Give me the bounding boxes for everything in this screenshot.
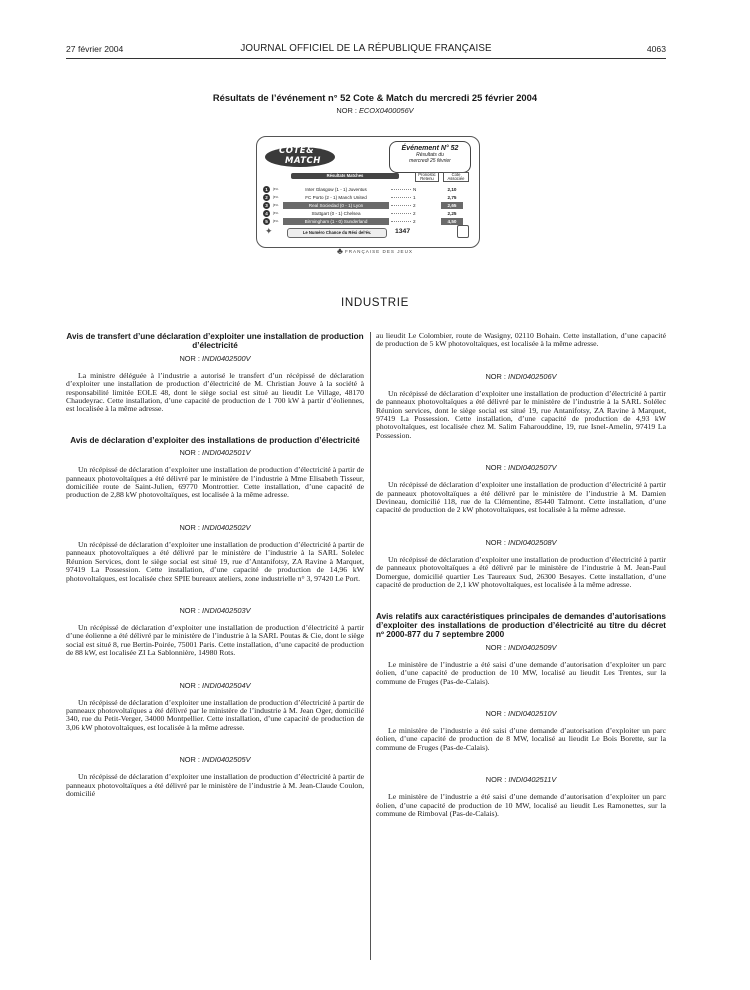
match-row [263, 186, 471, 193]
nor-line [66, 755, 364, 764]
match-teams: Inter Glasgow (1 - 1) Juventus [305, 187, 367, 192]
event-label: Événement N° 52 [401, 145, 459, 152]
fdj-brand [0, 246, 750, 256]
match-number: 5 [263, 218, 270, 225]
match-prono: 1 [413, 195, 416, 200]
match-teams: FC Porto (2 - 1) Manch United [305, 195, 367, 200]
header-journal-title: JOURNAL OFFICIEL DE LA RÉPUBLIQUE FRANÇAISE [240, 43, 492, 54]
match-cote: 2,10 [447, 187, 457, 192]
heading-autorisations: Avis relatifs aux caractéristiques principales de demandes d’autorisations d’exploiter des installations de production d’électricité au titre du décret nº 2000-877 du 7 septembre 2000 [376, 611, 666, 640]
notice-paragraph: Un récépissé de déclaration d’exploiter une installation de production d’électricité à partir d’une éolienne a été délivré par le ministère de l’industrie à la SARL Poutas & Cie, dont le siège social est situé 8, rue Bertin-Poirée, 75001 Paris. Cette installation, d’une capacité de production de 88 kW, est localisée ZI La Sablonnière, 14980 Rots. [66, 622, 364, 658]
match-cote: 4,50 [441, 218, 463, 225]
results-title: Résultats de l’événement n° 52 Cote & Match du mercredi 25 février 2004 [212, 92, 538, 103]
match-date: jeu. [273, 211, 279, 215]
nor-code: INDI0402502V [202, 522, 251, 532]
nor-label: NOR : [485, 371, 506, 381]
match-row [263, 218, 471, 225]
match-date: jeu. [273, 187, 279, 191]
nor-label: NOR : [179, 605, 200, 615]
heading-declaration: Avis de déclaration d’exploiter des installations de production d’électricité [70, 435, 360, 445]
match-prono: 2 [413, 203, 416, 208]
leader-dots [391, 221, 411, 222]
leader-dots [391, 189, 411, 190]
match-prono: 2 [413, 211, 416, 216]
match-row [263, 202, 471, 209]
nor-label: NOR : [179, 448, 200, 458]
notice-paragraph: Un récépissé de déclaration d’exploiter une installation de production d’électricité à partir de panneaux photovoltaïques a été délivré par le ministère de l’industrie à M. Jean-Paul Domergue, domicilié quartier Les Taureaux Sud, 26300 Besayes. Cette installation, d’une capacité de production de 2,1 kW photovoltaïques, est localisée à la même adresse. [376, 554, 666, 590]
nor-line [376, 463, 666, 472]
match-number: 1 [263, 186, 270, 193]
notice-paragraph: Un récépissé de déclaration d’exploiter une installation de production d’électricité à partir de panneaux photovoltaïques a été délivré par le ministère de l’industrie à M. Jean-Claude Coulon, domicilié [66, 772, 364, 798]
notice-paragraph: La ministre déléguée à l’industrie a autorisé le transfert d’un récépissé de déclaration d’exploiter une installation de production d’électricité de M. Christian Jouve à la société à responsabilité limitée EOLE 48, dont le siège social est situé au lieudit Le Village, 48170 Chaudeyrac. Cette installation, d’une capacité de production de 1 700 kW à partir d’éoliennes, est localisée à la même adresse. [66, 370, 364, 414]
chance-number-label: Le Numéro Chance du Rési del’év. [287, 228, 387, 238]
header-page-number: 4063 [646, 44, 666, 54]
match-teams: Real Sociedad (0 - 1) Lyon [283, 202, 389, 209]
nor-label: NOR : [485, 463, 506, 473]
nor-line [66, 523, 364, 532]
ticket-footer [265, 225, 471, 239]
match-number: 3 [263, 202, 270, 209]
ticket-column-headers [279, 172, 469, 181]
ticket-corner-icon: ✦ [265, 226, 273, 236]
event-sub1: Résultats du [416, 152, 444, 158]
match-teams: Birmingham (1 - 0) Sunderland [283, 218, 389, 225]
cote-match-logo [265, 143, 341, 169]
match-cote: 2,75 [447, 195, 457, 200]
notice-paragraph: Un récépissé de déclaration d’exploiter une installation de production d’électricité à partir de panneaux photovoltaïques a été délivré par le ministère de l’industrie à la SARL Solélec Réunion services, dont le siège social est situé 19, rue Antanifotsy, ZA Ravine à Marquet, 97419 La Possession. Cette installation, d’une capacité de production de 4,93 kW photovoltaïques, est localisée chez M. Salim Faharouddine, 19, rue Isnel-Amelin, 97419 La Possession. [376, 388, 666, 440]
nor-line [66, 606, 364, 615]
event-sub2: mercredi 25 février [409, 158, 451, 164]
nor-code: INDI0402501V [202, 448, 251, 458]
leader-dots [391, 213, 411, 214]
section-title: INDUSTRIE [341, 296, 409, 309]
nor-line [376, 372, 666, 381]
header-date: 27 février 2004 [66, 44, 124, 54]
notice-paragraph: Le ministère de l’industrie a été saisi d’une demande d’autorisation d’exploiter un parc éolien, d’une capacité de production de 10 MW, localisé au lieudit Les Ramonettes, sur la commune de Rimboval (Pas-de-Calais). [376, 792, 666, 818]
col-cote: Cote Associée [443, 172, 469, 182]
header-rule [66, 58, 666, 59]
notice-paragraph: Le ministère de l’industrie a été saisi d’une demande d’autorisation d’exploiter un parc éolien, d’une capacité de production de 8 MW, localisé au lieudit Le Bois Borette, sur la commune de Fruges (Pas-de-Calais). [376, 725, 666, 752]
nor-label: NOR : [485, 642, 506, 652]
nor-code: INDI0402505V [202, 755, 251, 765]
logo-line2: MATCH [285, 156, 321, 166]
nor-label: NOR : [179, 522, 200, 532]
nor-line [66, 681, 364, 690]
match-teams: Stuttgart (0 - 1) Chelsea [311, 211, 361, 216]
nor-code: INDI0402511V [508, 775, 557, 785]
logo-line1: COTE& [279, 146, 314, 156]
match-cote: 2,25 [447, 211, 457, 216]
match-number: 2 [263, 194, 270, 201]
nor-label: NOR : [336, 106, 357, 115]
leader-dots [391, 197, 411, 198]
nor-code: INDI0402506V [508, 371, 557, 381]
match-prono: N [413, 187, 417, 192]
results-nor [0, 106, 750, 115]
nor-line [376, 775, 666, 784]
notice-paragraph: Un récépissé de déclaration d’exploiter une installation de production d’électricité à partir de panneaux photovoltaïques a été délivré par le ministère de l’industrie à la SARL Solelec Réunion Services, dont le siège social est situé 19, rue d’Antanifotsy, ZA Ravine à Marquet, 97419 La Possession. Cette installation, d’une capacité de production de 14,96 kW photovoltaïques, est localisée chez SPIE bureaux ateliers, zone industrielle n° 3, 97420 Le Port. [66, 539, 364, 583]
col-prono: Pronostic Retenu [415, 172, 439, 182]
nor-label: NOR : [485, 708, 506, 718]
notice-paragraph: Un récépissé de déclaration d’exploiter une installation de production d’électricité à partir de panneaux photovoltaïques a été délivré par le ministère de l’industrie à Mme Elisabeth Tisseur, domiciliée route de Saint-Julien, 69770 Montrottier. Cette installation, d’une capacité de production de 2,88 kW photovoltaïques, est localisée à la même adresse. [66, 465, 364, 500]
clover-icon: ♣ [337, 246, 343, 256]
match-row [263, 210, 471, 217]
nor-code: ECOX0400056V [358, 106, 414, 115]
nor-code: INDI0402510V [508, 708, 557, 718]
nor-label: NOR : [179, 755, 200, 765]
nor-label: NOR : [485, 775, 507, 785]
match-cote: 2,65 [441, 202, 463, 209]
nor-label: NOR : [179, 353, 200, 363]
fdj-brand-text: FRANÇAISE DES JEUX [344, 249, 413, 254]
match-prono: 2 [413, 219, 416, 224]
nor-label: NOR : [179, 680, 200, 690]
match-row [263, 194, 471, 201]
nor-code: INDI0402508V [508, 537, 557, 547]
match-date: jeu. [273, 203, 279, 207]
match-date: jeu. [273, 219, 279, 223]
right-column [376, 332, 666, 818]
running-header [66, 44, 666, 58]
nor-label: NOR : [485, 537, 506, 547]
nor-line [66, 448, 364, 457]
nor-line [66, 354, 364, 363]
nor-code: INDI0402504V [202, 680, 251, 690]
notice-paragraph: Un récépissé de déclaration d’exploiter une installation de production d’électricité à partir de panneaux photovoltaïques a été délivré par le ministère de l’industrie à M. Damien Devineau, domicilié 118, rue de la Clémentine, 85440 Talmont. Cette installation, d’une capacité de production de 2 kW photovoltaïques, est localisée à la même adresse. [376, 480, 666, 515]
nor-code: INDI0402509V [508, 642, 557, 652]
nor-code: INDI0402500V [202, 353, 251, 363]
nor-line [376, 709, 666, 718]
heading-transfert: Avis de transfert d’une déclaration d’exploiter une installation de production d’électricité [66, 332, 364, 351]
ticket-stamp-icon [457, 225, 469, 238]
cote-match-ticket [256, 136, 480, 248]
column-divider [370, 332, 371, 960]
match-number: 4 [263, 210, 270, 217]
nor-code: INDI0402503V [202, 605, 251, 615]
event-box [389, 141, 471, 173]
notice-paragraph-continued: au lieudit Le Colombier, route de Wasigny, 02110 Bohain. Cette installation, d’une capacité de production de 5 kW photovoltaïques, est localisée à la même adresse. [376, 331, 666, 349]
left-column [66, 332, 364, 798]
match-date: jeu. [273, 195, 279, 199]
chance-number: 1347 [395, 228, 411, 235]
nor-code: INDI0402507V [508, 463, 557, 473]
nor-line [376, 643, 666, 652]
col-matches: Résultats Matches [291, 173, 399, 179]
notice-paragraph: Un récépissé de déclaration d’exploiter une installation de production d’électricité à partir de panneaux photovoltaïques a été délivré par le ministère de l’industrie à M. Jean Oger, domicilié 340, rue du Petit-Verger, 34000 Montpellier. Cette installation, d’une capacité de production de 3,06 kW photovoltaïques, est localisée à la même adresse. [66, 697, 364, 732]
notice-paragraph: Le ministère de l’industrie a été saisi d’une demande d’autorisation d’exploiter un parc éolien, d’une capacité de production de 10 MW, localisé au lieudit Les Trentes, sur la commune de Fruges (Pas-de-Calais). [376, 659, 666, 686]
nor-line [376, 538, 666, 547]
leader-dots [391, 205, 411, 206]
